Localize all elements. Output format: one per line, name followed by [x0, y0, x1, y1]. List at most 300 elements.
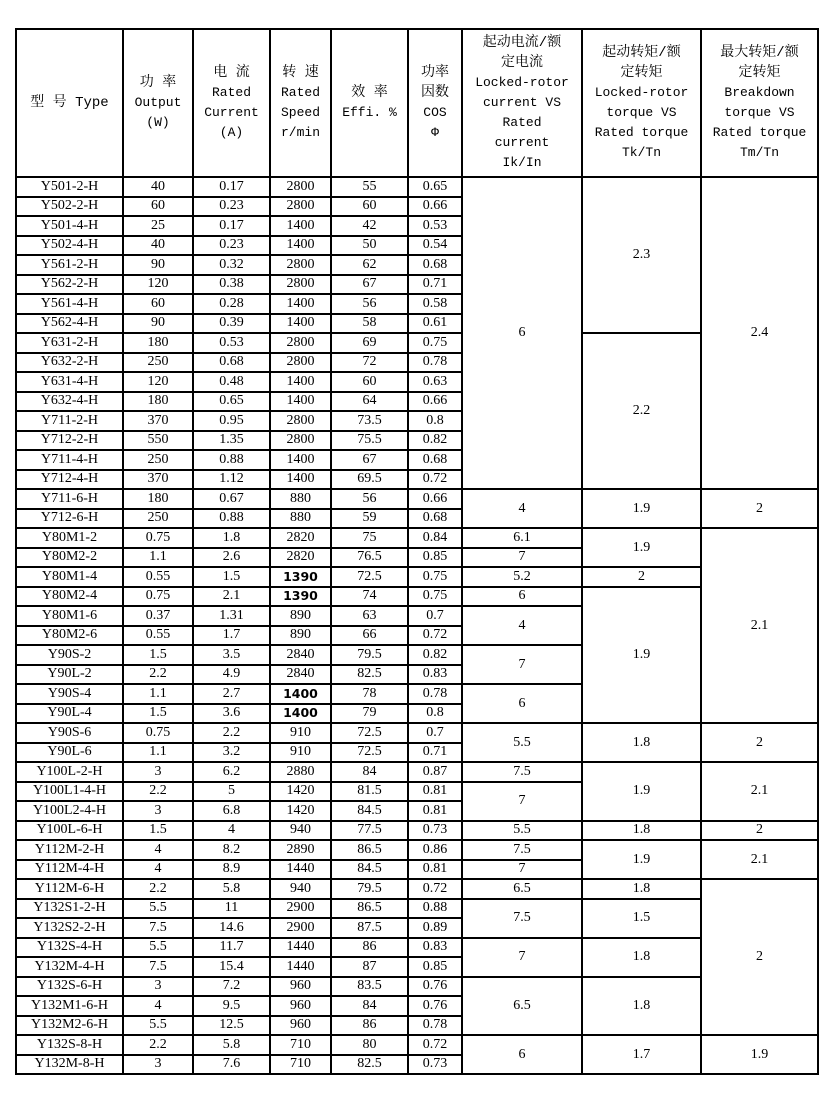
cell-speed: 2900 [270, 918, 331, 938]
cell-tm-tn: 2 [701, 879, 818, 1035]
cell-cos: 0.81 [408, 860, 462, 880]
cell-ik-in: 7 [462, 938, 582, 977]
cell-tm-tn: 2.1 [701, 762, 818, 821]
cell-cos: 0.78 [408, 353, 462, 373]
cell-current: 0.65 [193, 392, 270, 412]
col-header-line: Rated [211, 85, 251, 100]
col-header-line: 转 速 [282, 65, 319, 81]
cell-output: 180 [123, 489, 193, 509]
cell-current: 11 [193, 899, 270, 919]
cell-effi: 86.5 [331, 899, 408, 919]
cell-speed: 2840 [270, 645, 331, 665]
cell-speed: 1420 [270, 782, 331, 802]
cell-effi: 60 [331, 372, 408, 392]
cell-current: 8.2 [193, 840, 270, 860]
cell-ik-in: 6.5 [462, 977, 582, 1036]
cell-current: 0.23 [193, 236, 270, 256]
cell-effi: 86 [331, 938, 408, 958]
table-row [16, 723, 818, 743]
cell-effi: 81.5 [331, 782, 408, 802]
cell-type: Y112M-6-H [16, 879, 123, 899]
cell-current: 4.9 [193, 665, 270, 685]
cell-output: 180 [123, 392, 193, 412]
cell-output: 7.5 [123, 957, 193, 977]
cell-effi: 84.5 [331, 801, 408, 821]
table-row [16, 762, 818, 782]
cell-current: 0.17 [193, 216, 270, 236]
col-header-effi [331, 29, 408, 177]
cell-type: Y90L-6 [16, 743, 123, 763]
table-row [16, 1035, 818, 1055]
cell-effi: 80 [331, 1035, 408, 1055]
cell-current: 0.28 [193, 294, 270, 314]
cell-type: Y100L1-4-H [16, 782, 123, 802]
cell-current: 4 [193, 821, 270, 841]
cell-effi: 69 [331, 333, 408, 353]
cell-speed: 1400 [270, 216, 331, 236]
cell-type: Y100L-2-H [16, 762, 123, 782]
cell-output: 370 [123, 470, 193, 490]
cell-current: 6.8 [193, 801, 270, 821]
cell-effi: 50 [331, 236, 408, 256]
cell-cos: 0.82 [408, 645, 462, 665]
cell-speed: 890 [270, 606, 331, 626]
col-header-line: Φ [431, 125, 439, 140]
cell-cos: 0.86 [408, 840, 462, 860]
cell-effi: 75 [331, 528, 408, 548]
cell-speed: 2880 [270, 762, 331, 782]
cell-current: 1.8 [193, 528, 270, 548]
cell-current: 1.35 [193, 431, 270, 451]
cell-tk-tn: 1.9 [582, 489, 701, 528]
cell-output: 60 [123, 197, 193, 217]
cell-tk-tn: 1.9 [582, 840, 701, 879]
cell-output: 180 [123, 333, 193, 353]
cell-ik-in: 4 [462, 606, 582, 645]
col-header-line: current VS [482, 95, 561, 110]
cell-type: Y90L-4 [16, 704, 123, 724]
cell-effi: 60 [331, 197, 408, 217]
cell-tk-tn: 1.9 [582, 528, 701, 567]
cell-type: Y562-4-H [16, 314, 123, 334]
cell-tk-tn: 1.5 [582, 899, 701, 938]
cell-speed: 2800 [270, 431, 331, 451]
cell-current: 0.23 [193, 197, 270, 217]
cell-speed: 960 [270, 977, 331, 997]
cell-output: 1.5 [123, 821, 193, 841]
cell-effi: 79.5 [331, 645, 408, 665]
cell-tk-tn: 1.9 [582, 762, 701, 821]
cell-output: 2.2 [123, 782, 193, 802]
cell-effi: 56 [331, 489, 408, 509]
cell-output: 5.5 [123, 1016, 193, 1036]
cell-output: 0.75 [123, 528, 193, 548]
cell-type: Y132S-6-H [16, 977, 123, 997]
cell-current: 0.88 [193, 450, 270, 470]
cell-speed: 2800 [270, 353, 331, 373]
cell-speed: 1400 [270, 684, 331, 704]
motor-spec-table [15, 28, 819, 1075]
cell-current: 15.4 [193, 957, 270, 977]
cell-effi: 82.5 [331, 1055, 408, 1075]
table-row [16, 977, 818, 997]
cell-ik-in: 6 [462, 1035, 582, 1074]
cell-current: 5 [193, 782, 270, 802]
cell-cos: 0.76 [408, 977, 462, 997]
cell-effi: 79 [331, 704, 408, 724]
table-row [16, 489, 818, 509]
cell-effi: 83.5 [331, 977, 408, 997]
cell-type: Y132S-8-H [16, 1035, 123, 1055]
cell-current: 0.67 [193, 489, 270, 509]
cell-current: 1.31 [193, 606, 270, 626]
cell-output: 1.1 [123, 548, 193, 568]
cell-ik-in: 5.2 [462, 567, 582, 587]
col-header-line: Locked-rotor [475, 75, 569, 90]
cell-ik-in: 4 [462, 489, 582, 528]
cell-type: Y100L2-4-H [16, 801, 123, 821]
cell-current: 0.32 [193, 255, 270, 275]
cell-current: 0.88 [193, 509, 270, 529]
cell-cos: 0.82 [408, 431, 462, 451]
cell-output: 1.5 [123, 704, 193, 724]
cell-cos: 0.72 [408, 470, 462, 490]
cell-output: 550 [123, 431, 193, 451]
cell-current: 2.2 [193, 723, 270, 743]
cell-effi: 59 [331, 509, 408, 529]
col-header-line: 功率 [421, 65, 449, 81]
cell-cos: 0.66 [408, 197, 462, 217]
cell-cos: 0.88 [408, 899, 462, 919]
cell-cos: 0.72 [408, 626, 462, 646]
cell-output: 2.2 [123, 1035, 193, 1055]
cell-cos: 0.73 [408, 821, 462, 841]
cell-ik-in: 7 [462, 860, 582, 880]
cell-effi: 79.5 [331, 879, 408, 899]
table-row [16, 177, 818, 197]
cell-output: 0.75 [123, 723, 193, 743]
cell-tk-tn: 1.8 [582, 879, 701, 899]
cell-cos: 0.61 [408, 314, 462, 334]
cell-effi: 62 [331, 255, 408, 275]
cell-cos: 0.76 [408, 996, 462, 1016]
cell-output: 0.55 [123, 567, 193, 587]
col-header-line: Effi. % [342, 105, 397, 120]
cell-type: Y132M1-6-H [16, 996, 123, 1016]
cell-speed: 1400 [270, 704, 331, 724]
cell-ik-in: 6 [462, 587, 582, 607]
cell-tk-tn: 1.9 [582, 587, 701, 724]
cell-ik-in: 5.5 [462, 723, 582, 762]
cell-type: Y711-6-H [16, 489, 123, 509]
cell-type: Y711-4-H [16, 450, 123, 470]
cell-type: Y112M-2-H [16, 840, 123, 860]
cell-cos: 0.84 [408, 528, 462, 548]
cell-speed: 940 [270, 879, 331, 899]
cell-effi: 84 [331, 996, 408, 1016]
cell-cos: 0.83 [408, 938, 462, 958]
cell-ik-in: 6 [462, 684, 582, 723]
cell-output: 370 [123, 411, 193, 431]
cell-type: Y80M2-2 [16, 548, 123, 568]
cell-type: Y100L-6-H [16, 821, 123, 841]
col-header-line: 起动转矩/额 [602, 45, 681, 61]
cell-speed: 2800 [270, 197, 331, 217]
cell-tk-tn: 1.8 [582, 821, 701, 841]
col-header-line: 功 率 [139, 75, 177, 91]
cell-cos: 0.63 [408, 372, 462, 392]
cell-type: Y502-4-H [16, 236, 123, 256]
col-header-line: Tm/Tn [739, 145, 779, 160]
cell-output: 1.1 [123, 743, 193, 763]
col-header-line: Ik/In [502, 155, 542, 170]
cell-effi: 87.5 [331, 918, 408, 938]
cell-effi: 73.5 [331, 411, 408, 431]
col-header-speed [270, 29, 331, 177]
cell-cos: 0.89 [408, 918, 462, 938]
cell-speed: 940 [270, 821, 331, 841]
cell-output: 2.2 [123, 665, 193, 685]
cell-cos: 0.65 [408, 177, 462, 197]
cell-speed: 1400 [270, 236, 331, 256]
col-header-line: Tk/Tn [621, 145, 661, 160]
cell-effi: 78 [331, 684, 408, 704]
cell-output: 2.2 [123, 879, 193, 899]
cell-type: Y561-2-H [16, 255, 123, 275]
cell-output: 3 [123, 1055, 193, 1075]
col-header-ik-in [462, 29, 582, 177]
cell-cos: 0.75 [408, 333, 462, 353]
cell-ik-in: 7 [462, 782, 582, 821]
cell-speed: 1390 [270, 567, 331, 587]
cell-effi: 72.5 [331, 743, 408, 763]
cell-current: 5.8 [193, 1035, 270, 1055]
cell-tm-tn: 2.1 [701, 840, 818, 879]
cell-effi: 77.5 [331, 821, 408, 841]
cell-cos: 0.68 [408, 509, 462, 529]
cell-speed: 1420 [270, 801, 331, 821]
cell-speed: 2890 [270, 840, 331, 860]
cell-effi: 72 [331, 353, 408, 373]
cell-speed: 1400 [270, 470, 331, 490]
cell-speed: 2800 [270, 411, 331, 431]
cell-cos: 0.75 [408, 587, 462, 607]
cell-tk-tn: 2.2 [582, 333, 701, 489]
cell-cos: 0.75 [408, 567, 462, 587]
cell-current: 0.53 [193, 333, 270, 353]
cell-speed: 2840 [270, 665, 331, 685]
cell-type: Y132S-4-H [16, 938, 123, 958]
cell-type: Y132M-8-H [16, 1055, 123, 1075]
cell-type: Y631-4-H [16, 372, 123, 392]
cell-output: 0.55 [123, 626, 193, 646]
cell-output: 7.5 [123, 918, 193, 938]
cell-effi: 42 [331, 216, 408, 236]
cell-ik-in: 7 [462, 645, 582, 684]
col-header-line: 电 流 [213, 65, 250, 81]
cell-current: 0.95 [193, 411, 270, 431]
cell-effi: 69.5 [331, 470, 408, 490]
cell-type: Y90S-2 [16, 645, 123, 665]
cell-speed: 2900 [270, 899, 331, 919]
cell-output: 4 [123, 996, 193, 1016]
cell-speed: 710 [270, 1055, 331, 1075]
cell-output: 3 [123, 977, 193, 997]
cell-speed: 2820 [270, 528, 331, 548]
table-row [16, 938, 818, 958]
cell-output: 1.5 [123, 645, 193, 665]
cell-type: Y80M1-4 [16, 567, 123, 587]
cell-type: Y80M1-6 [16, 606, 123, 626]
col-header-line: 定电流 [501, 55, 543, 71]
col-header-line: torque VS [724, 105, 795, 120]
cell-current: 0.39 [193, 314, 270, 334]
cell-cos: 0.68 [408, 255, 462, 275]
cell-effi: 75.5 [331, 431, 408, 451]
col-header-type [16, 29, 123, 177]
cell-output: 1.1 [123, 684, 193, 704]
col-header-tk-tn [582, 29, 701, 177]
cell-output: 5.5 [123, 938, 193, 958]
col-header-line: Rated torque [594, 125, 689, 140]
cell-tk-tn: 2 [582, 567, 701, 587]
cell-type: Y712-4-H [16, 470, 123, 490]
cell-cos: 0.7 [408, 723, 462, 743]
cell-effi: 63 [331, 606, 408, 626]
cell-current: 3.6 [193, 704, 270, 724]
cell-output: 90 [123, 314, 193, 334]
cell-output: 90 [123, 255, 193, 275]
cell-output: 4 [123, 840, 193, 860]
cell-speed: 1400 [270, 372, 331, 392]
cell-cos: 0.71 [408, 275, 462, 295]
cell-type: Y712-2-H [16, 431, 123, 451]
cell-ik-in: 7 [462, 548, 582, 568]
col-header-cos [408, 29, 462, 177]
cell-cos: 0.8 [408, 411, 462, 431]
cell-type: Y132S2-2-H [16, 918, 123, 938]
cell-speed: 910 [270, 723, 331, 743]
cell-tk-tn: 2.3 [582, 177, 701, 333]
cell-effi: 86 [331, 1016, 408, 1036]
cell-cos: 0.85 [408, 548, 462, 568]
cell-type: Y562-2-H [16, 275, 123, 295]
cell-output: 250 [123, 353, 193, 373]
cell-effi: 56 [331, 294, 408, 314]
cell-type: Y561-4-H [16, 294, 123, 314]
cell-speed: 880 [270, 509, 331, 529]
cell-type: Y632-2-H [16, 353, 123, 373]
cell-speed: 1440 [270, 860, 331, 880]
cell-output: 120 [123, 275, 193, 295]
cell-type: Y90L-2 [16, 665, 123, 685]
cell-cos: 0.54 [408, 236, 462, 256]
cell-current: 14.6 [193, 918, 270, 938]
cell-tk-tn: 1.8 [582, 723, 701, 762]
table-row [16, 879, 818, 899]
cell-current: 8.9 [193, 860, 270, 880]
col-header-output [123, 29, 193, 177]
col-header-line: 效 率 [351, 85, 388, 101]
cell-current: 1.12 [193, 470, 270, 490]
cell-cos: 0.81 [408, 782, 462, 802]
cell-current: 3.2 [193, 743, 270, 763]
table-row [16, 528, 818, 548]
cell-type: Y80M2-4 [16, 587, 123, 607]
header-row [16, 29, 818, 177]
cell-tm-tn: 2 [701, 821, 818, 841]
cell-effi: 82.5 [331, 665, 408, 685]
cell-type: Y132S1-2-H [16, 899, 123, 919]
cell-cos: 0.87 [408, 762, 462, 782]
col-header-line: Speed [280, 105, 320, 120]
cell-cos: 0.53 [408, 216, 462, 236]
col-header-line: 型 号 Type [30, 95, 109, 111]
cell-current: 12.5 [193, 1016, 270, 1036]
cell-type: Y80M2-6 [16, 626, 123, 646]
cell-current: 7.6 [193, 1055, 270, 1075]
cell-cos: 0.58 [408, 294, 462, 314]
cell-type: Y90S-6 [16, 723, 123, 743]
cell-output: 250 [123, 509, 193, 529]
cell-type: Y632-4-H [16, 392, 123, 412]
cell-cos: 0.72 [408, 879, 462, 899]
cell-speed: 1440 [270, 957, 331, 977]
col-header-line: Locked-rotor [594, 85, 689, 100]
table-row [16, 567, 818, 587]
col-header-line: torque VS [606, 105, 677, 120]
cell-speed: 890 [270, 626, 331, 646]
col-header-line: 起动电流/额 [482, 35, 562, 51]
cell-speed: 1400 [270, 314, 331, 334]
cell-effi: 72.5 [331, 723, 408, 743]
table-row [16, 333, 818, 353]
cell-speed: 960 [270, 996, 331, 1016]
cell-type: Y112M-4-H [16, 860, 123, 880]
cell-output: 40 [123, 177, 193, 197]
cell-ik-in: 5.5 [462, 821, 582, 841]
cell-effi: 55 [331, 177, 408, 197]
cell-ik-in: 7.5 [462, 762, 582, 782]
table-body [16, 177, 818, 1074]
cell-current: 2.6 [193, 548, 270, 568]
cell-current: 7.2 [193, 977, 270, 997]
col-header-tm-tn [701, 29, 818, 177]
cell-tm-tn: 1.9 [701, 1035, 818, 1074]
cell-effi: 67 [331, 450, 408, 470]
cell-output: 25 [123, 216, 193, 236]
cell-speed: 960 [270, 1016, 331, 1036]
cell-output: 3 [123, 762, 193, 782]
cell-type: Y501-2-H [16, 177, 123, 197]
cell-current: 2.7 [193, 684, 270, 704]
cell-output: 3 [123, 801, 193, 821]
cell-speed: 2800 [270, 177, 331, 197]
cell-current: 0.38 [193, 275, 270, 295]
cell-speed: 910 [270, 743, 331, 763]
cell-speed: 1400 [270, 450, 331, 470]
table-row [16, 821, 818, 841]
cell-effi: 58 [331, 314, 408, 334]
cell-current: 0.68 [193, 353, 270, 373]
cell-output: 4 [123, 860, 193, 880]
col-header-line: Rated [502, 115, 542, 130]
cell-effi: 64 [331, 392, 408, 412]
cell-speed: 1390 [270, 587, 331, 607]
cell-current: 5.8 [193, 879, 270, 899]
cell-effi: 84.5 [331, 860, 408, 880]
cell-current: 0.48 [193, 372, 270, 392]
